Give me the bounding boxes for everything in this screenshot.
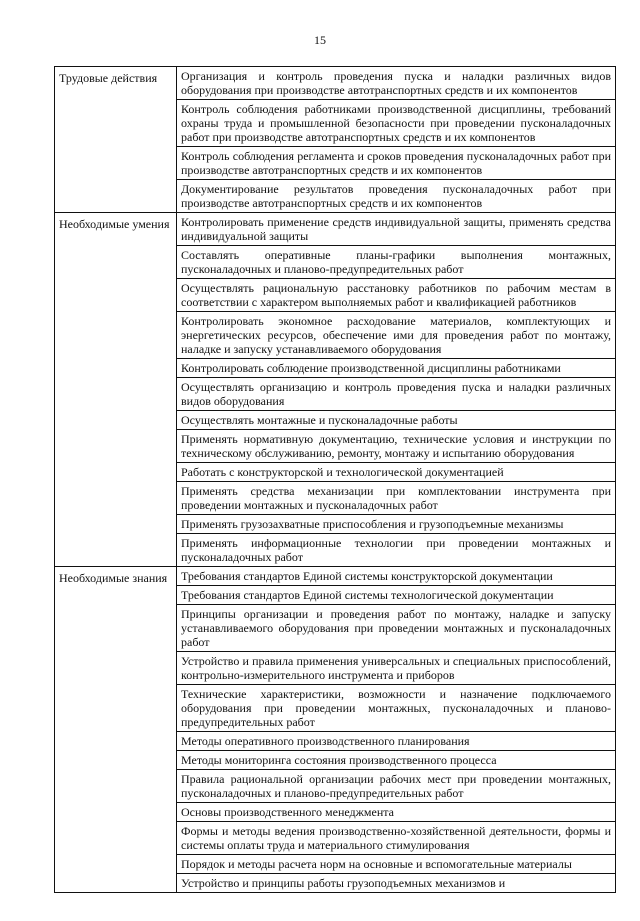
list-item: Технические характеристики, возможности и назначение подключаемого оборудования при проведении монтажных, пусконаладочных и планово-предупредительных работ (177, 685, 615, 732)
list-item: Требования стандартов Единой системы конструкторской документации (177, 567, 615, 586)
list-item: Осуществлять организацию и контроль проведения пуска и наладки различных видов оборудования (177, 378, 615, 411)
requirements-table (54, 66, 616, 893)
list-item: Осуществлять монтажные и пусконаладочные работы (177, 411, 615, 430)
list-item: Осуществлять рациональную расстановку работников по рабочим местам в соответствии с характером выполняемых работ и квалификацией работников (177, 279, 615, 312)
list-item: Применять нормативную документацию, технические условия и инструкции по техническому обслуживанию, ремонту, монтажу и испытанию оборудования (177, 430, 615, 463)
section-label: Трудовые действия (55, 67, 177, 213)
list-item: Контроль соблюдения работниками производственной дисциплины, требований охраны труда и промышленной безопасности при проведении пусконаладочных работ при производстве автотранспортных средств и их компонентов (177, 100, 615, 147)
list-item: Порядок и методы расчета норм на основные и вспомогательные материалы (177, 855, 615, 874)
list-item: Методы мониторинга состояния производственного процесса (177, 751, 615, 770)
section-row-skills (55, 213, 616, 567)
list-item: Применять информационные технологии при проведении монтажных и пусконаладочных работ (181, 536, 611, 564)
list-item: Принципы организации и проведения работ по монтажу, наладке и запуску устанавливаемого оборудования при проведении монтажных и пусконаладочных работ (177, 605, 615, 652)
page-number: 15 (314, 33, 326, 47)
list-item: Контролировать соблюдение производственной дисциплины работниками (177, 359, 615, 378)
list-item: Применять грузозахватные приспособления и грузоподъемные механизмы (177, 515, 615, 534)
section-row-labor-actions (55, 67, 616, 213)
section-content (177, 67, 616, 213)
section-label: Необходимые умения (55, 213, 177, 567)
list-item: Работать с конструкторской и технологической документацией (177, 463, 615, 482)
list-item: Контроль соблюдения регламента и сроков проведения пусконаладочных работ при производстве автотранспортных средств и их компонентов (177, 147, 615, 180)
list-item: Основы производственного менеджмента (177, 803, 615, 822)
list-item: Требования стандартов Единой системы технологической документации (177, 586, 615, 605)
list-item: Методы оперативного производственного планирования (177, 732, 615, 751)
section-content (177, 567, 616, 893)
section-content (177, 213, 616, 567)
list-item: Контролировать экономное расходование материалов, комплектующих и энергетических ресурсов, обеспечение ими для проведения работ по монтажу, наладке и запуску устанавливаемого оборудования (177, 312, 615, 359)
list-item: Документирование результатов проведения пусконаладочных работ при производстве автотранспортных средств и их компонентов (181, 182, 611, 210)
section-row-knowledge (55, 567, 616, 893)
section-label: Необходимые знания (55, 567, 177, 893)
list-item: Применять средства механизации при комплектовании инструмента при проведении монтажных и пусконаладочных работ (177, 482, 615, 515)
list-item: Правила рациональной организации рабочих мест при проведении монтажных, пусконаладочных и планово-предупредительных работ (177, 770, 615, 803)
list-item: Устройство и правила применения универсальных и специальных приспособлений, контрольно-измерительного инструмента и приборов (177, 652, 615, 685)
list-item: Организация и контроль проведения пуска и наладки различных видов оборудования при производстве автотранспортных средств и их компонентов (177, 67, 615, 100)
list-item: Контролировать применение средств индивидуальной защиты, применять средства индивидуальной защиты (177, 213, 615, 246)
list-item: Составлять оперативные планы-графики выполнения монтажных, пусконаладочных и планово-предупредительных работ (177, 246, 615, 279)
list-item: Формы и методы ведения производственно-хозяйственной деятельности, формы и системы оплаты труда и материального стимулирования (177, 822, 615, 855)
list-item: Устройство и принципы работы грузоподъемных механизмов и (181, 876, 506, 890)
